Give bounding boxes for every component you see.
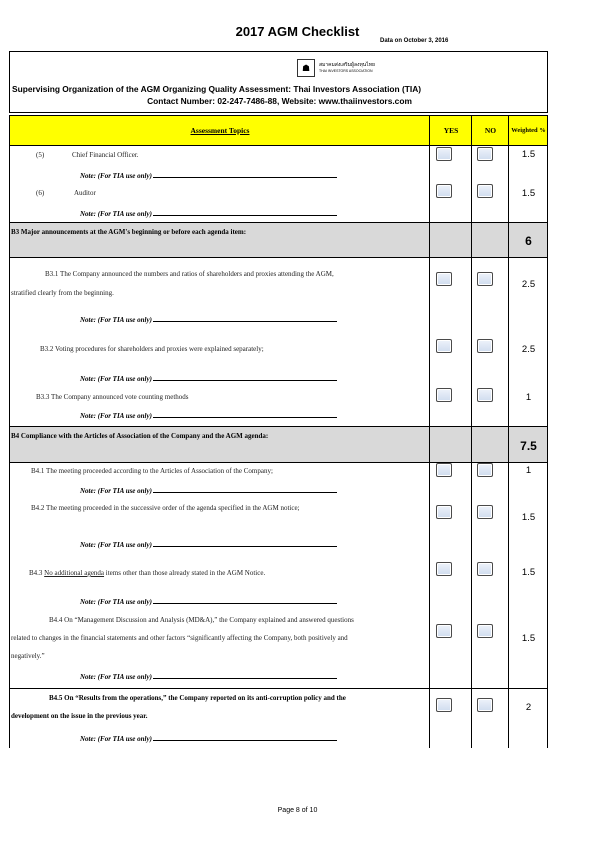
logo-text-en: THAI INVESTORS ASSOCIATION [319, 69, 373, 73]
organization-contact: Contact Number: 02-247-7486-88, Website: www.thaiinvestors.com [147, 96, 412, 106]
note-item-b3-1 [80, 315, 337, 324]
no-checkbox-item-6[interactable] [477, 184, 493, 198]
weight-item-b3-3: 1 [525, 392, 532, 403]
header-yes: YES [443, 126, 459, 135]
weight-item-6: 1.5 [521, 188, 536, 199]
item-b3-2-label: B3.2 Voting procedures for shareholders and proxies were explained separately; [40, 345, 264, 353]
note-label: Note: (For TIA use only) [80, 412, 152, 420]
item-b3-1-line2: stratified clearly from the beginning. [11, 289, 114, 297]
no-checkbox-item-b4-5[interactable] [477, 698, 493, 712]
note-label: Note: (For TIA use only) [80, 673, 152, 681]
page-title: 2017 AGM Checklist [235, 24, 360, 39]
yes-checkbox-item-b3-2[interactable] [436, 339, 452, 353]
data-date: Data on October 3, 2016 [380, 38, 449, 44]
note-item-b4-1 [80, 486, 337, 495]
note-input-line[interactable] [153, 540, 337, 547]
yes-checkbox-item-b4-5[interactable] [436, 698, 452, 712]
item-b3-1-line1: B3.1 The Company announced the numbers and ratios of shareholders and proxies attending the AGM, [45, 270, 334, 278]
no-checkbox-item-b3-2[interactable] [477, 339, 493, 353]
note-label: Note: (For TIA use only) [80, 375, 152, 383]
item-b4-4-line2: related to changes in the financial statements and other factors “significantly affecting the Company, both positively and [11, 634, 348, 642]
no-checkbox-item-b4-4[interactable] [477, 624, 493, 638]
header-no: NO [484, 126, 497, 135]
note-input-line[interactable] [153, 486, 337, 493]
weight-item-b4-5: 2 [525, 702, 532, 713]
note-item-b4-2 [80, 540, 337, 549]
note-input-line[interactable] [153, 315, 337, 322]
item-b4-3-label [29, 569, 265, 577]
yes-checkbox-item-5[interactable] [436, 147, 452, 161]
tia-logo-icon: ☗ [297, 59, 315, 77]
logo-text-th: สมาคมส่งเสริมผู้ลงทุนไทย [319, 62, 375, 68]
note-item-6 [80, 209, 337, 218]
note-label: Note: (For TIA use only) [80, 210, 152, 218]
note-label: Note: (For TIA use only) [80, 598, 152, 606]
note-item-b4-4 [80, 672, 337, 681]
item-5-label: Chief Financial Officer. [72, 151, 139, 159]
header-weighted: Weighted % [511, 127, 546, 134]
section-b3-title: B3 Major announcements at the AGM's beginning or before each agenda item: [11, 228, 247, 236]
item-b4-3-rest: items other than those already stated in the AGM Notice. [104, 569, 266, 577]
note-item-b3-3 [80, 411, 337, 420]
note-label: Note: (For TIA use only) [80, 172, 152, 180]
section-b4-title: B4 Compliance with the Articles of Association of the Company and the AGM agenda: [11, 432, 269, 440]
item-5-number: (5) [36, 151, 45, 159]
item-b4-1-label: B4.1 The meeting proceeded according to the Articles of Association of the Company; [31, 467, 273, 475]
item-b4-3-prefix: B4.3 [29, 569, 45, 577]
weight-item-b4-4: 1.5 [521, 633, 536, 644]
note-input-line[interactable] [153, 672, 337, 679]
item-b4-2-label: B4.2 The meeting proceeded in the successive order of the agenda specified in the AGM notice; [31, 504, 300, 512]
note-label: Note: (For TIA use only) [80, 541, 152, 549]
note-input-line[interactable] [153, 411, 337, 418]
organization-box [9, 51, 548, 113]
note-label: Note: (For TIA use only) [80, 487, 152, 495]
item-b4-3-underlined: No additional agenda [44, 569, 105, 577]
note-item-b4-3 [80, 597, 337, 606]
weight-item-b3-1: 2.5 [521, 279, 536, 290]
yes-checkbox-item-b4-2[interactable] [436, 505, 452, 519]
item-b4-5-line2: development on the issue in the previous year. [11, 712, 148, 720]
no-checkbox-item-b3-1[interactable] [477, 272, 493, 286]
weight-item-b4-3: 1.5 [521, 567, 536, 578]
yes-checkbox-item-6[interactable] [436, 184, 452, 198]
item-6-number: (6) [36, 189, 45, 197]
weight-item-5: 1.5 [521, 149, 536, 160]
note-input-line[interactable] [153, 171, 337, 178]
organization-name: Supervising Organization of the AGM Organizing Quality Assessment: Thai Investors Association (TIA) [12, 84, 422, 94]
no-checkbox-item-b4-3[interactable] [477, 562, 493, 576]
yes-checkbox-item-b4-4[interactable] [436, 624, 452, 638]
item-b4-5-line1: B4.5 On “Results from the operations,” the Company reported on its anti-corruption policy and the [49, 694, 346, 702]
yes-checkbox-item-b4-1[interactable] [436, 463, 452, 477]
no-checkbox-item-b4-2[interactable] [477, 505, 493, 519]
note-item-b4-5 [80, 734, 337, 743]
weight-item-b3-2: 2.5 [521, 344, 536, 355]
note-input-line[interactable] [153, 374, 337, 381]
checklist-sheet [9, 51, 548, 748]
yes-checkbox-item-b3-3[interactable] [436, 388, 452, 402]
item-b4-4-line1: B4.4 On “Management Discussion and Analysis (MD&A),” the Company explained and answered questions [49, 616, 354, 624]
item-b3-3-label: B3.3 The Company announced vote counting methods [36, 393, 189, 401]
no-checkbox-item-b3-3[interactable] [477, 388, 493, 402]
note-input-line[interactable] [153, 209, 337, 216]
note-label: Note: (For TIA use only) [80, 735, 152, 743]
yes-checkbox-item-b3-1[interactable] [436, 272, 452, 286]
item-6-label: Auditor [74, 189, 96, 197]
tia-logo [297, 59, 397, 81]
weight-section-b4: 7.5 [520, 439, 537, 453]
table-header [9, 115, 548, 146]
no-checkbox-item-5[interactable] [477, 147, 493, 161]
page-number: Page 8 of 10 [277, 807, 318, 814]
weight-item-b4-1: 1 [525, 465, 532, 476]
header-assessment-topics: Assessment Topics [190, 126, 250, 135]
note-item-b3-2 [80, 374, 337, 383]
weight-item-b4-2: 1.5 [521, 512, 536, 523]
note-input-line[interactable] [153, 734, 337, 741]
note-label: Note: (For TIA use only) [80, 316, 152, 324]
weight-section-b3: 6 [525, 234, 532, 248]
note-item-5 [80, 171, 337, 180]
no-checkbox-item-b4-1[interactable] [477, 463, 493, 477]
item-b4-4-line3: negatively.” [11, 652, 45, 660]
yes-checkbox-item-b4-3[interactable] [436, 562, 452, 576]
note-input-line[interactable] [153, 597, 337, 604]
